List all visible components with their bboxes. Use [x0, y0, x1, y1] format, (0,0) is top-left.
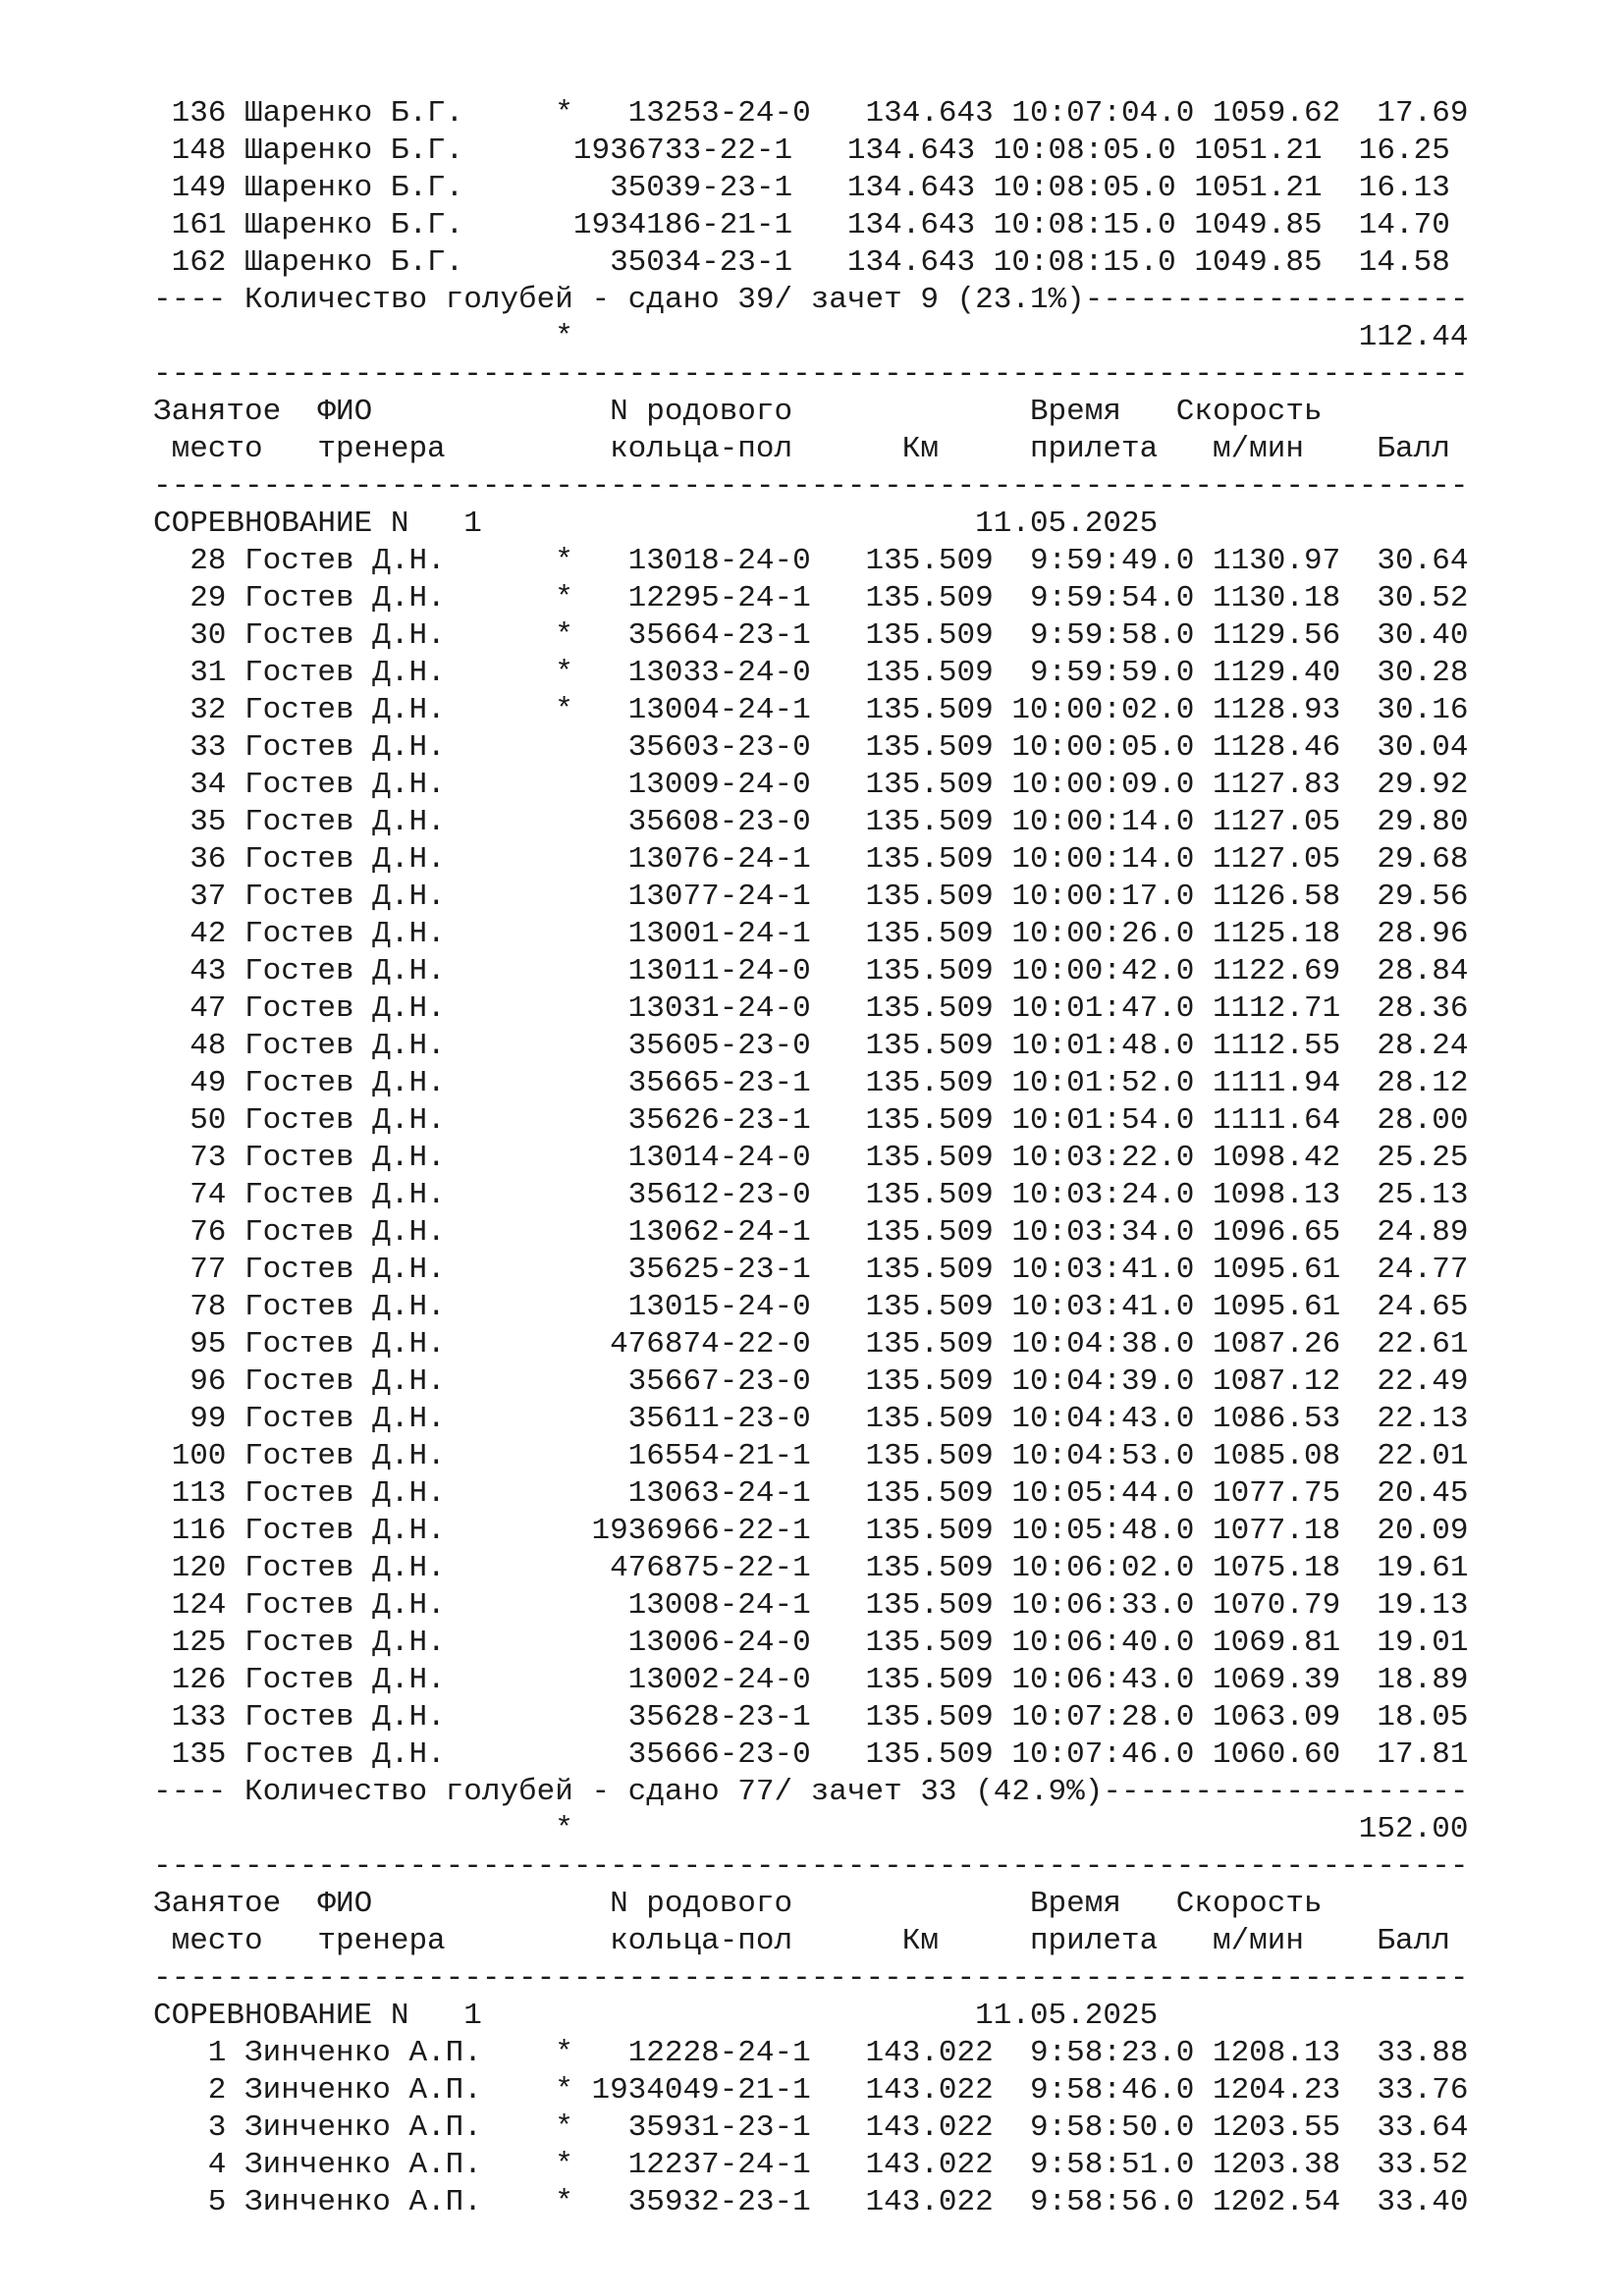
text-line: 36 Гостев Д.Н. 13076-24-1 135.509 10:00:14.0 1127.05 29.68	[153, 842, 1469, 877]
text-line: ------------------------------------------------------------------------	[153, 469, 1469, 504]
text-line: СОРЕВНОВАНИЕ N 1 11.05.2025	[153, 1999, 1159, 2033]
text-line: Занятое ФИО N родового Время Скорость	[153, 1887, 1323, 1921]
text-line: 135 Гостев Д.Н. 35666-23-0 135.509 10:07:46.0 1060.60 17.81	[153, 1737, 1469, 1772]
text-line: 99 Гостев Д.Н. 35611-23-0 135.509 10:04:43.0 1086.53 22.13	[153, 1402, 1469, 1436]
results-printout	[153, 95, 1468, 2221]
text-line: 78 Гостев Д.Н. 13015-24-0 135.509 10:03:41.0 1095.61 24.65	[153, 1290, 1469, 1324]
text-line: 49 Гостев Д.Н. 35665-23-1 135.509 10:01:52.0 1111.94 28.12	[153, 1066, 1469, 1100]
text-line: 35 Гостев Д.Н. 35608-23-0 135.509 10:00:14.0 1127.05 29.80	[153, 805, 1469, 839]
text-line: 33 Гостев Д.Н. 35603-23-0 135.509 10:00:05.0 1128.46 30.04	[153, 730, 1469, 765]
text-line: 76 Гостев Д.Н. 13062-24-1 135.509 10:03:34.0 1096.65 24.89	[153, 1215, 1469, 1250]
text-line: 136 Шаренко Б.Г. * 13253-24-0 134.643 10:07:04.0 1059.62 17.69	[153, 96, 1469, 131]
text-line: 162 Шаренко Б.Г. 35034-23-1 134.643 10:08:15.0 1049.85 14.58	[153, 245, 1450, 280]
text-line: 73 Гостев Д.Н. 13014-24-0 135.509 10:03:22.0 1098.42 25.25	[153, 1141, 1469, 1175]
text-line: ------------------------------------------------------------------------	[153, 1961, 1469, 1996]
text-line: 113 Гостев Д.Н. 13063-24-1 135.509 10:05:44.0 1077.75 20.45	[153, 1476, 1469, 1511]
text-line: 148 Шаренко Б.Г. 1936733-22-1 134.643 10:08:05.0 1051.21 16.25	[153, 133, 1450, 168]
text-line: 120 Гостев Д.Н. 476875-22-1 135.509 10:06:02.0 1075.18 19.61	[153, 1551, 1469, 1585]
text-line: 28 Гостев Д.Н. * 13018-24-0 135.509 9:59:49.0 1130.97 30.64	[153, 544, 1469, 578]
text-line: 3 Зинченко А.П. * 35931-23-1 143.022 9:58:50.0 1203.55 33.64	[153, 2110, 1469, 2145]
text-line: 43 Гостев Д.Н. 13011-24-0 135.509 10:00:42.0 1122.69 28.84	[153, 954, 1469, 988]
text-line: 1 Зинченко А.П. * 12228-24-1 143.022 9:58:23.0 1208.13 33.88	[153, 2036, 1469, 2070]
text-line: 50 Гостев Д.Н. 35626-23-1 135.509 10:01:54.0 1111.64 28.00	[153, 1103, 1469, 1138]
text-line: 5 Зинченко А.П. * 35932-23-1 143.022 9:58:56.0 1202.54 33.40	[153, 2185, 1469, 2219]
text-line: 2 Зинченко А.П. * 1934049-21-1 143.022 9:58:46.0 1204.23 33.76	[153, 2073, 1469, 2108]
text-line: 96 Гостев Д.Н. 35667-23-0 135.509 10:04:39.0 1087.12 22.49	[153, 1364, 1469, 1399]
text-line: 4 Зинченко А.П. * 12237-24-1 143.022 9:58:51.0 1203.38 33.52	[153, 2148, 1469, 2182]
text-line: 100 Гостев Д.Н. 16554-21-1 135.509 10:04:53.0 1085.08 22.01	[153, 1439, 1469, 1473]
text-line: место тренера кольца-пол Км прилета м/мин Балл	[153, 432, 1450, 466]
text-line: ------------------------------------------------------------------------	[153, 1849, 1469, 1884]
text-line: 37 Гостев Д.Н. 13077-24-1 135.509 10:00:17.0 1126.58 29.56	[153, 880, 1469, 914]
text-line: ---- Количество голубей - сдано 39/ зачет 9 (23.1%)---------------------	[153, 283, 1469, 317]
text-line: 30 Гостев Д.Н. * 35664-23-1 135.509 9:59:58.0 1129.56 30.40	[153, 618, 1469, 653]
text-line: 126 Гостев Д.Н. 13002-24-0 135.509 10:06:43.0 1069.39 18.89	[153, 1663, 1469, 1697]
text-line: 29 Гостев Д.Н. * 12295-24-1 135.509 9:59:54.0 1130.18 30.52	[153, 581, 1469, 615]
text-line: 95 Гостев Д.Н. 476874-22-0 135.509 10:04:38.0 1087.26 22.61	[153, 1327, 1469, 1362]
text-line: * 152.00	[153, 1812, 1469, 1846]
text-line: Занятое ФИО N родового Время Скорость	[153, 395, 1323, 429]
text-line: ---- Количество голубей - сдано 77/ зачет 33 (42.9%)--------------------	[153, 1775, 1469, 1809]
text-line: место тренера кольца-пол Км прилета м/мин Балл	[153, 1924, 1450, 1958]
text-line: 124 Гостев Д.Н. 13008-24-1 135.509 10:06:33.0 1070.79 19.13	[153, 1588, 1469, 1623]
text-line: 161 Шаренко Б.Г. 1934186-21-1 134.643 10:08:15.0 1049.85 14.70	[153, 208, 1450, 242]
text-line: 77 Гостев Д.Н. 35625-23-1 135.509 10:03:41.0 1095.61 24.77	[153, 1253, 1469, 1287]
text-line: 47 Гостев Д.Н. 13031-24-0 135.509 10:01:47.0 1112.71 28.36	[153, 991, 1469, 1026]
text-line: 42 Гостев Д.Н. 13001-24-1 135.509 10:00:26.0 1125.18 28.96	[153, 917, 1469, 951]
text-line: 125 Гостев Д.Н. 13006-24-0 135.509 10:06:40.0 1069.81 19.01	[153, 1626, 1469, 1660]
text-line: 34 Гостев Д.Н. 13009-24-0 135.509 10:00:09.0 1127.83 29.92	[153, 768, 1469, 802]
text-line: 48 Гостев Д.Н. 35605-23-0 135.509 10:01:48.0 1112.55 28.24	[153, 1029, 1469, 1063]
text-line: СОРЕВНОВАНИЕ N 1 11.05.2025	[153, 507, 1159, 541]
text-line: * 112.44	[153, 320, 1469, 354]
text-line: 32 Гостев Д.Н. * 13004-24-1 135.509 10:00:02.0 1128.93 30.16	[153, 693, 1469, 727]
text-line: ------------------------------------------------------------------------	[153, 357, 1469, 392]
text-line: 31 Гостев Д.Н. * 13033-24-0 135.509 9:59:59.0 1129.40 30.28	[153, 656, 1469, 690]
text-line: 133 Гостев Д.Н. 35628-23-1 135.509 10:07:28.0 1063.09 18.05	[153, 1700, 1469, 1735]
text-line: 116 Гостев Д.Н. 1936966-22-1 135.509 10:05:48.0 1077.18 20.09	[153, 1514, 1469, 1548]
text-line: 149 Шаренко Б.Г. 35039-23-1 134.643 10:08:05.0 1051.21 16.13	[153, 171, 1450, 205]
text-line: 74 Гостев Д.Н. 35612-23-0 135.509 10:03:24.0 1098.13 25.13	[153, 1178, 1469, 1212]
